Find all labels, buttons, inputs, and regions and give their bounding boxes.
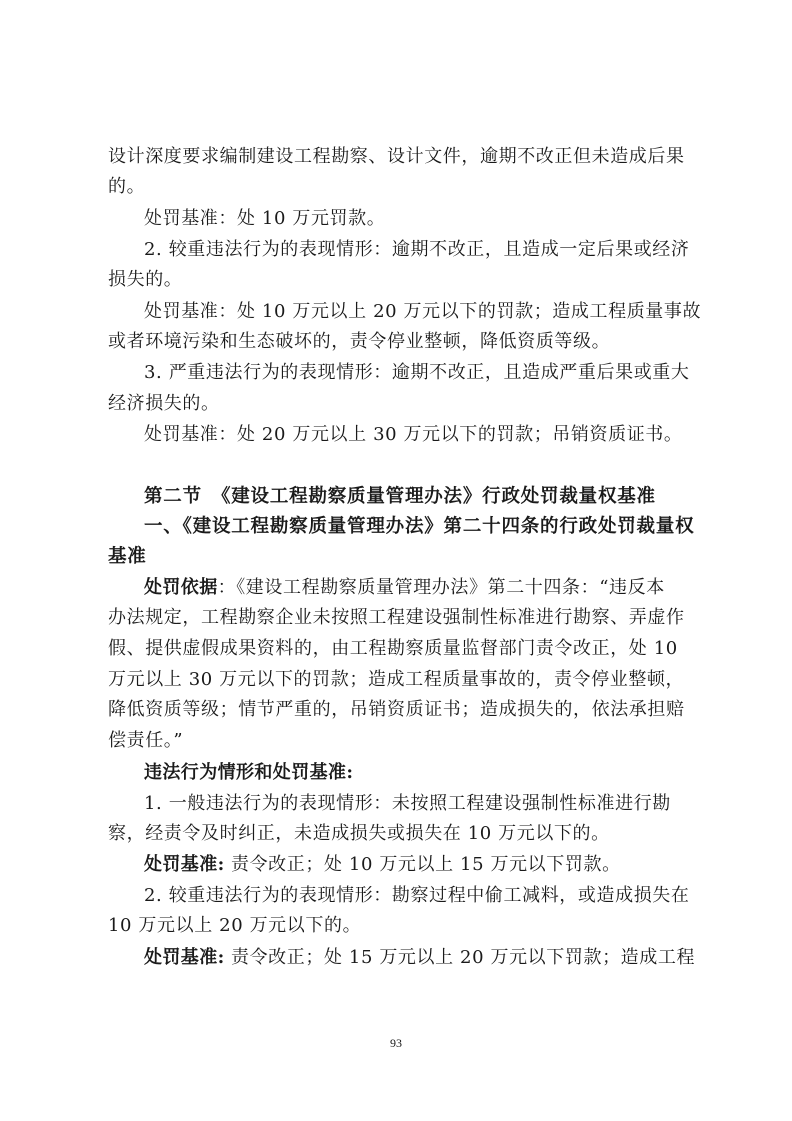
penalty-basis-label: 处罚依据 [144,577,218,598]
text-line: 2. 较重违法行为的表现情形：勘察过程中偷工减料，或造成损失在 [144,885,690,906]
text-line: 设计深度要求编制建设工程勘察、设计文件，逾期不改正但未造成后果 [108,146,685,167]
text-line: 处罚基准：处 20 万元以上 30 万元以下的罚款；吊销资质证书。 [144,424,683,445]
text-line: 3. 严重违法行为的表现情形：逾期不改正，且造成严重后果或重大 [144,362,690,383]
text-line: 的。 [108,176,146,197]
section-heading: 第二节 《建设工程勘察质量管理办法》行政处罚裁量权基准 [144,486,656,507]
violations-heading: 违法行为情形和处罚基准: [144,762,354,783]
text-line: 偿责任。” [108,730,184,751]
subheading-continued: 基准 [108,546,147,567]
penalty-standard-label: 处罚基准: [144,947,225,968]
text-line: 1. 一般违法行为的表现情形：未按照工程建设强制性标准进行勘 [144,793,671,814]
text-line: 经济损失的。 [108,393,220,414]
penalty-basis-line [144,573,690,603]
penalty-standard-text: 责令改正；处 10 万元以上 15 万元以下罚款。 [224,854,621,875]
text-line: 假、提供虚假成果资料的，由工程勘察质量监督部门责令改正，处 10 [108,638,678,659]
text-line: 察，经责令及时纠正，未造成损失或损失在 10 万元以下的。 [108,823,610,844]
text-line: 处罚基准：处 10 万元罚款。 [144,208,386,229]
text-line: 10 万元以上 20 万元以下的。 [108,915,362,936]
penalty-standard-label: 处罚基准: [144,854,225,875]
page-number: 93 [390,1036,402,1050]
penalty-basis-text: ：《建设工程勘察质量管理办法》第二十四条：“违反本 [217,577,665,598]
text-line: 降低资质等级；情节严重的，吊销资质证书；造成损失的，依法承担赔 [108,699,685,720]
text-line: 或者环境污染和生态破坏的，责令停业整顿，降低资质等级。 [108,331,611,352]
penalty-standard-text: 责令改正；处 15 万元以上 20 万元以下罚款；造成工程 [224,947,696,968]
penalty-standard-line [144,850,690,880]
text-line: 损失的。 [108,269,183,290]
text-line: 处罚基准：处 10 万元以上 20 万元以下的罚款；造成工程质量事故 [144,301,702,322]
penalty-standard-line [144,943,696,973]
text-line: 2. 较重违法行为的表现情形：逾期不改正，且造成一定后果或经济 [144,239,690,260]
subheading: 一、《建设工程勘察质量管理办法》第二十四条的行政处罚裁量权 [144,516,695,537]
text-line: 办法规定，工程勘察企业未按照工程建设强制性标准进行勘察、弄虚作 [108,607,685,628]
text-line: 万元以上 30 万元以下的罚款；造成工程质量事故的，责令停业整顿， [108,669,685,690]
